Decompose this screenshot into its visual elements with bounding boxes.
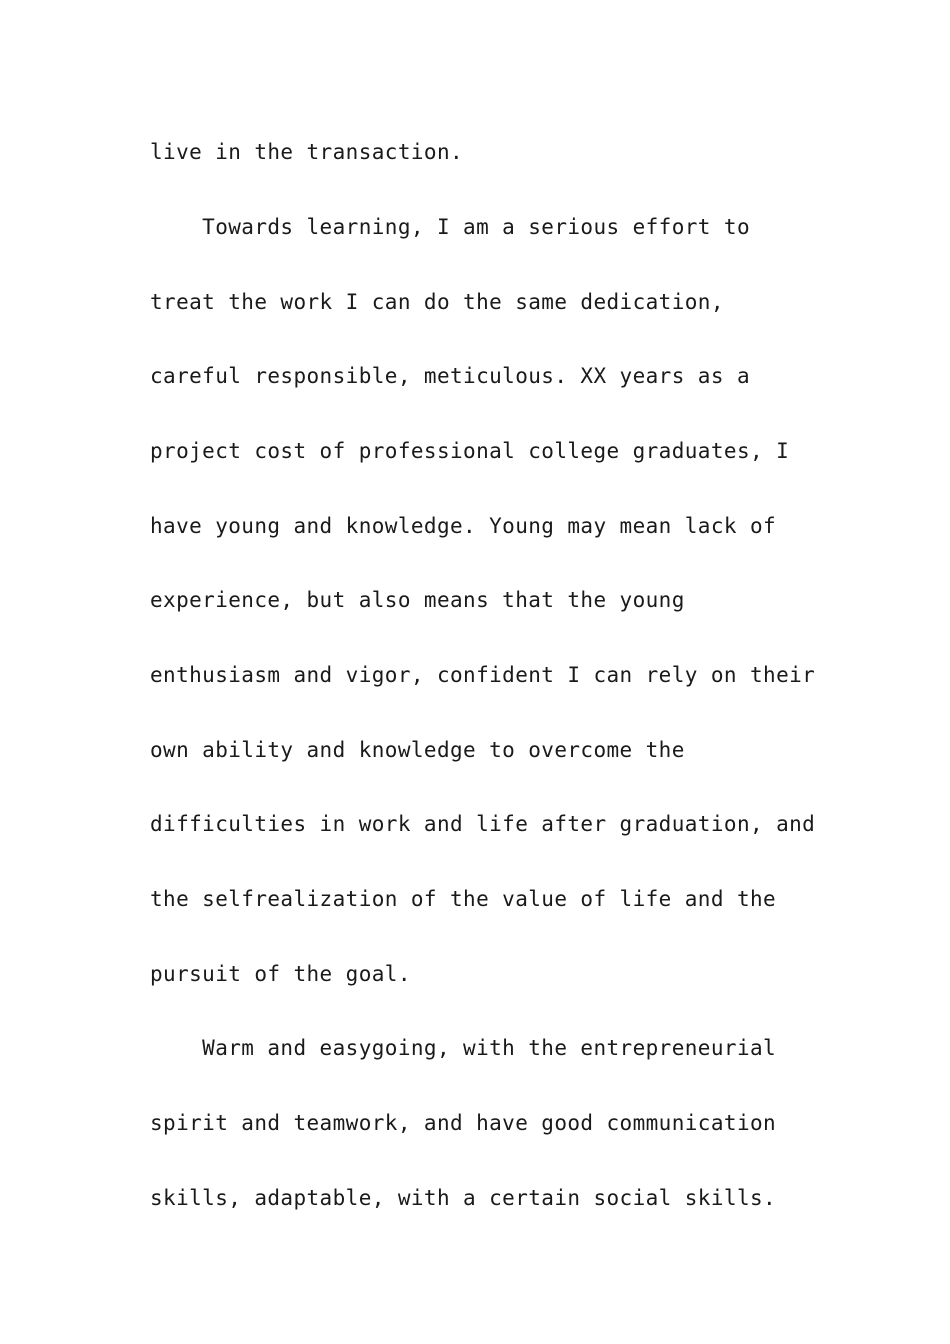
text-line: careful responsible, meticulous. XX years as a [150,364,750,388]
text-line: enthusiasm and vigor, confident I can rely on their [150,663,816,687]
text-line: skills, adaptable, with a certain social skills. [150,1186,777,1210]
text-line: project cost of professional college graduates, I [150,439,790,463]
text-line: experience, but also means that the young [150,588,685,612]
text-line: have young and knowledge. Young may mean lack of [150,514,777,538]
text-line: treat the work I can do the same dedication, [150,290,724,314]
text-line: the selfrealization of the value of life and the [150,887,777,911]
text-line: Towards learning, I am a serious effort to [150,215,750,239]
text-line: pursuit of the goal. [150,962,411,986]
text-line: live in the transaction. [150,140,464,164]
text-line: Warm and easygoing, with the entrepreneurial [150,1036,777,1060]
text-line: spirit and teamwork, and have good communication [150,1111,777,1135]
text-line: difficulties in work and life after graduation, and [150,812,816,836]
text-line: own ability and knowledge to overcome the [150,738,685,762]
